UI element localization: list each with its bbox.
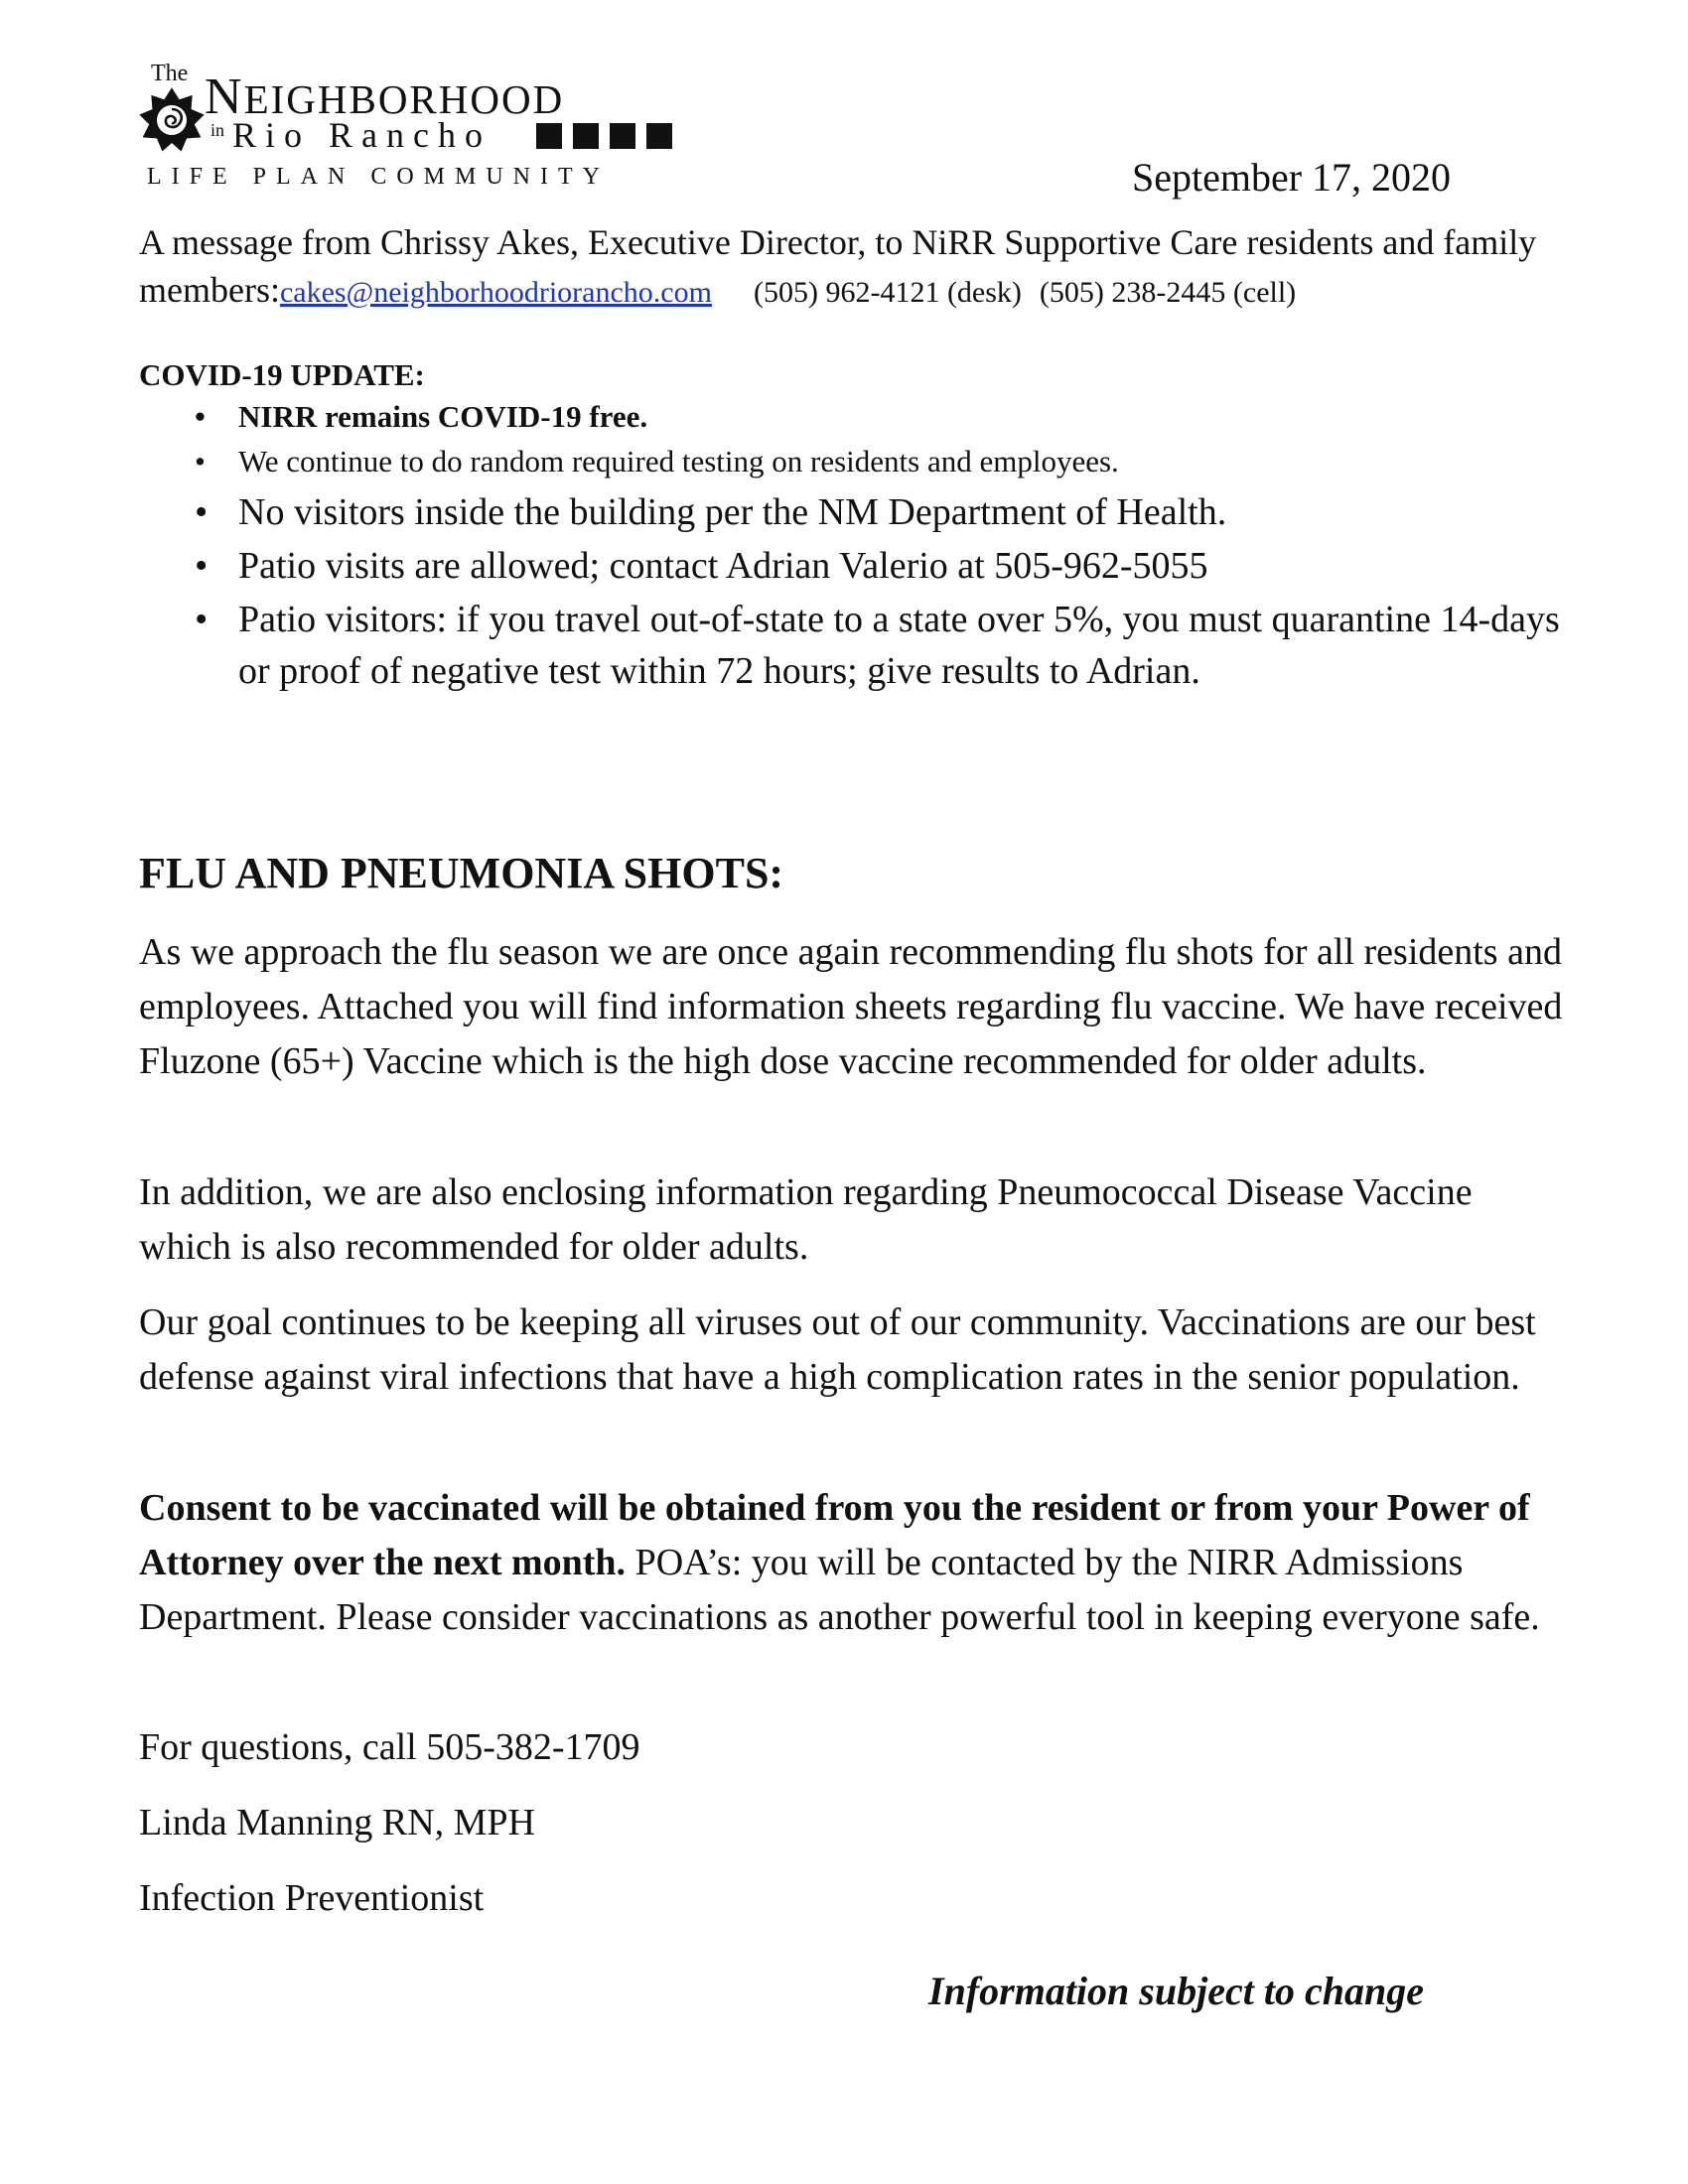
logo-blocks (536, 123, 672, 149)
logo-tagline: LIFE PLAN COMMUNITY (147, 164, 610, 190)
signer-title: Infection Preventionist (139, 1877, 485, 1919)
organization-logo (139, 60, 715, 194)
rose-emblem-icon (139, 87, 205, 153)
covid-list (139, 395, 1569, 697)
flu-paragraph-1: As we approach the flu season we are once again recommending flu shots for all residents and employees. Attached you will find information sheets regarding flu vaccine. We have received Fluzone (65+) Vaccine which is the high dose vaccine recommended for older adults. (139, 931, 1563, 1082)
logo-subtitle: Rio Rancho (232, 115, 492, 155)
logo-the: The (151, 61, 189, 86)
letter-date: September 17, 2020 (1132, 155, 1452, 200)
logo-in: in (211, 120, 225, 140)
intro-text: A message from Chrissy Akes, Executive Director, to NiRR Supportive Care residents and family members: (139, 222, 1537, 310)
bullet-icon: • (195, 444, 206, 478)
flu-heading: FLU AND PNEUMONIA SHOTS: (139, 849, 784, 897)
list-item: • Patio visits are allowed; contact Adrian Valerio at 505-962-5055 (139, 540, 1569, 592)
questions-line: For questions, call 505-382-1709 (139, 1726, 640, 1768)
phone-desk: (505) 962-4121 (desk) (753, 276, 1022, 309)
list-item: • We continue to do random required testing on residents and employees. (139, 439, 1569, 484)
bullet-icon: • (195, 599, 209, 640)
bullet-icon: • (195, 491, 209, 533)
bullet-icon: • (195, 399, 206, 434)
consent-rest-text: POA’s: you will be contacted by the NIRR Admissions Department. Please consider vaccinations as another powerful tool in keeping everyone safe. (139, 1542, 1540, 1638)
phone-cell: (505) 238-2445 (cell) (1039, 276, 1297, 309)
list-item: • Patio visitors: if you travel out-of-state to a state over 5%, you must quarantine 14-days or proof of negative test within 72 hours; give results to Adrian. (139, 594, 1569, 697)
covid-heading: COVID-19 UPDATE: (139, 357, 425, 392)
list-item: • No visitors inside the building per the NM Department of Health. (139, 486, 1569, 538)
disclaimer-note: Information subject to change (928, 1969, 1424, 2013)
flu-paragraph-2: In addition, we are also enclosing information regarding Pneumococcal Disease Vaccine which is also recommended for older adults. (139, 1171, 1473, 1268)
flu-paragraph-3: Our goal continues to be keeping all viruses out of our community. Vaccinations are our best defense against viral infections that have a high complication rates in the senior population. (139, 1301, 1536, 1398)
signer-name: Linda Manning RN, MPH (139, 1802, 535, 1843)
logo-title: NEIGHBORHOOD (205, 68, 565, 125)
consent-paragraph (139, 1481, 1569, 1645)
phone-numbers (754, 276, 1296, 309)
consent-bold-text: Consent to be vaccinated will be obtained from you the resident or from your Power of Attorney over the next month. (139, 1487, 1530, 1583)
intro-message (139, 218, 1569, 317)
bullet-icon: • (195, 545, 209, 587)
email-link[interactable]: cakes@neighborhoodriorancho.com (279, 276, 712, 309)
list-item: • NIRR remains COVID-19 free. (139, 395, 1569, 439)
